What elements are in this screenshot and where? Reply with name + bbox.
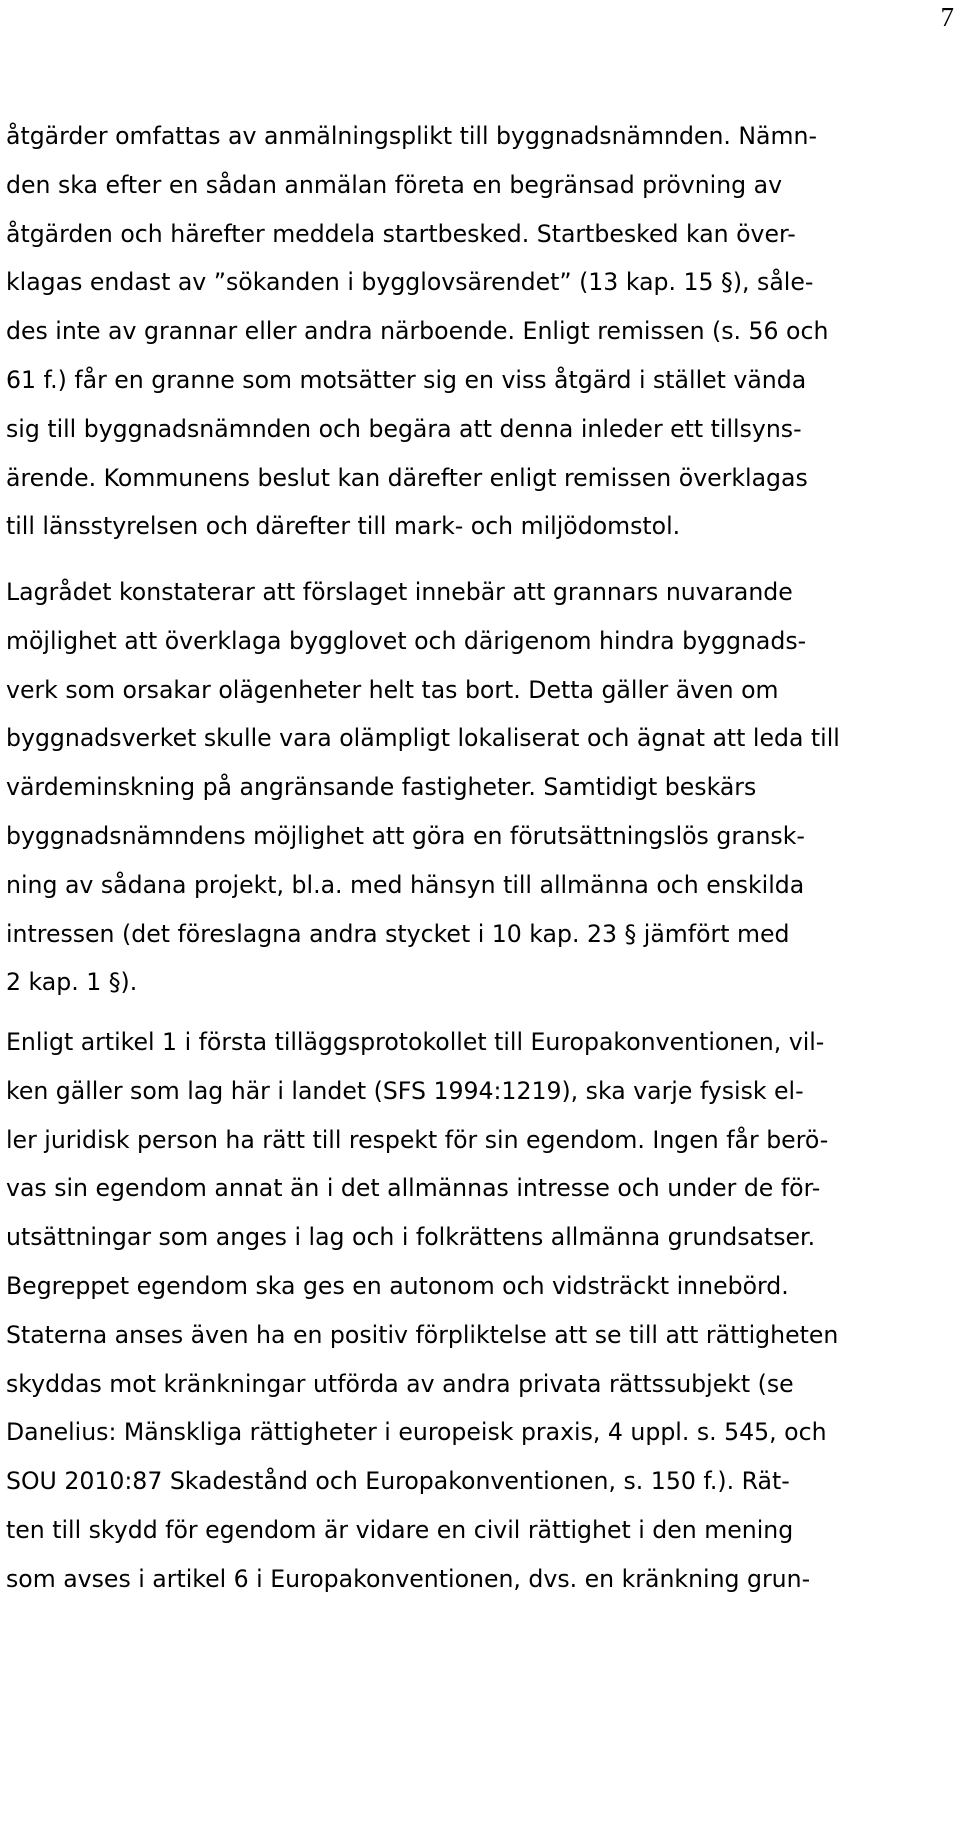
text-line: ten till skydd för egendom är vidare en civil rättighet i den mening — [6, 1515, 794, 1544]
paragraph-1 — [6, 112, 930, 551]
text-line: 2 kap. 1 §). — [6, 968, 138, 997]
text-line: möjlighet att överklaga bygglovet och därigenom hindra byggnads- — [6, 626, 807, 655]
paragraph-3 — [6, 1018, 930, 1604]
paragraph-2 — [6, 568, 930, 1007]
text-line: Begreppet egendom ska ges en autonom och vidsträckt innebörd. — [6, 1271, 789, 1300]
text-line: Enligt artikel 1 i första tilläggsprotokollet till Europakonventionen, vil- — [6, 1028, 825, 1056]
text-line: åtgärden och härefter meddela startbesked. Startbesked kan över- — [6, 219, 796, 248]
text-line: klagas endast av ”sökanden i bygglovsärendet” (13 kap. 15 §), såle- — [6, 268, 814, 297]
text-line: byggnadsnämndens möjlighet att göra en förutsättningslös gransk- — [6, 821, 805, 850]
text-line: som avses i artikel 6 i Europakonventionen, dvs. en kränkning grun- — [6, 1564, 811, 1593]
text-line: byggnadsverket skulle vara olämpligt lokaliserat och ägnat att leda till — [6, 724, 840, 753]
page-number: 7 — [940, 2, 954, 32]
text-line: vas sin egendom annat än i det allmännas intresse och under de för- — [6, 1174, 821, 1203]
text-line: ärende. Kommunens beslut kan därefter enligt remissen överklagas — [6, 463, 808, 492]
text-line: SOU 2010:87 Skadestånd och Europakonventionen, s. 150 f.). Rät- — [6, 1467, 790, 1496]
text-line: Danelius: Mänskliga rättigheter i europeisk praxis, 4 uppl. s. 545, och — [6, 1418, 827, 1447]
text-line: sig till byggnadsnämnden och begära att denna inleder ett tillsyns- — [6, 414, 802, 443]
text-line: ler juridisk person ha rätt till respekt för sin egendom. Ingen får berö- — [6, 1125, 829, 1154]
text-line: verk som orsakar olägenheter helt tas bort. Detta gäller även om — [6, 675, 779, 704]
text-line: des inte av grannar eller andra närboende. Enligt remissen (s. 56 och — [6, 317, 829, 346]
text-line: intressen (det föreslagna andra stycket i 10 kap. 23 § jämfört med — [6, 919, 790, 948]
text-line: den ska efter en sådan anmälan företa en begränsad prövning av — [6, 170, 783, 199]
text-line: skyddas mot kränkningar utförda av andra privata rättssubjekt (se — [6, 1369, 794, 1398]
text-line: 61 f.) får en granne som motsätter sig en viss åtgärd i stället vända — [6, 365, 807, 394]
text-line: till länsstyrelsen och därefter till mark- och miljödomstol. — [6, 512, 681, 541]
text-line: värdeminskning på angränsande fastigheter. Samtidigt beskärs — [6, 773, 757, 802]
text-line: åtgärder omfattas av anmälningsplikt till byggnadsnämnden. Nämn- — [6, 122, 817, 150]
text-line: ken gäller som lag här i landet (SFS 1994:1219), ska varje fysisk el- — [6, 1076, 804, 1105]
text-line: ning av sådana projekt, bl.a. med hänsyn till allmänna och enskilda — [6, 870, 805, 899]
text-line: Staterna anses även ha en positiv förpliktelse att se till att rättigheten — [6, 1320, 839, 1349]
text-line: Lagrådet konstaterar att förslaget innebär att grannars nuvarande — [6, 578, 793, 606]
text-line: utsättningar som anges i lag och i folkrättens allmänna grundsatser. — [6, 1223, 816, 1252]
